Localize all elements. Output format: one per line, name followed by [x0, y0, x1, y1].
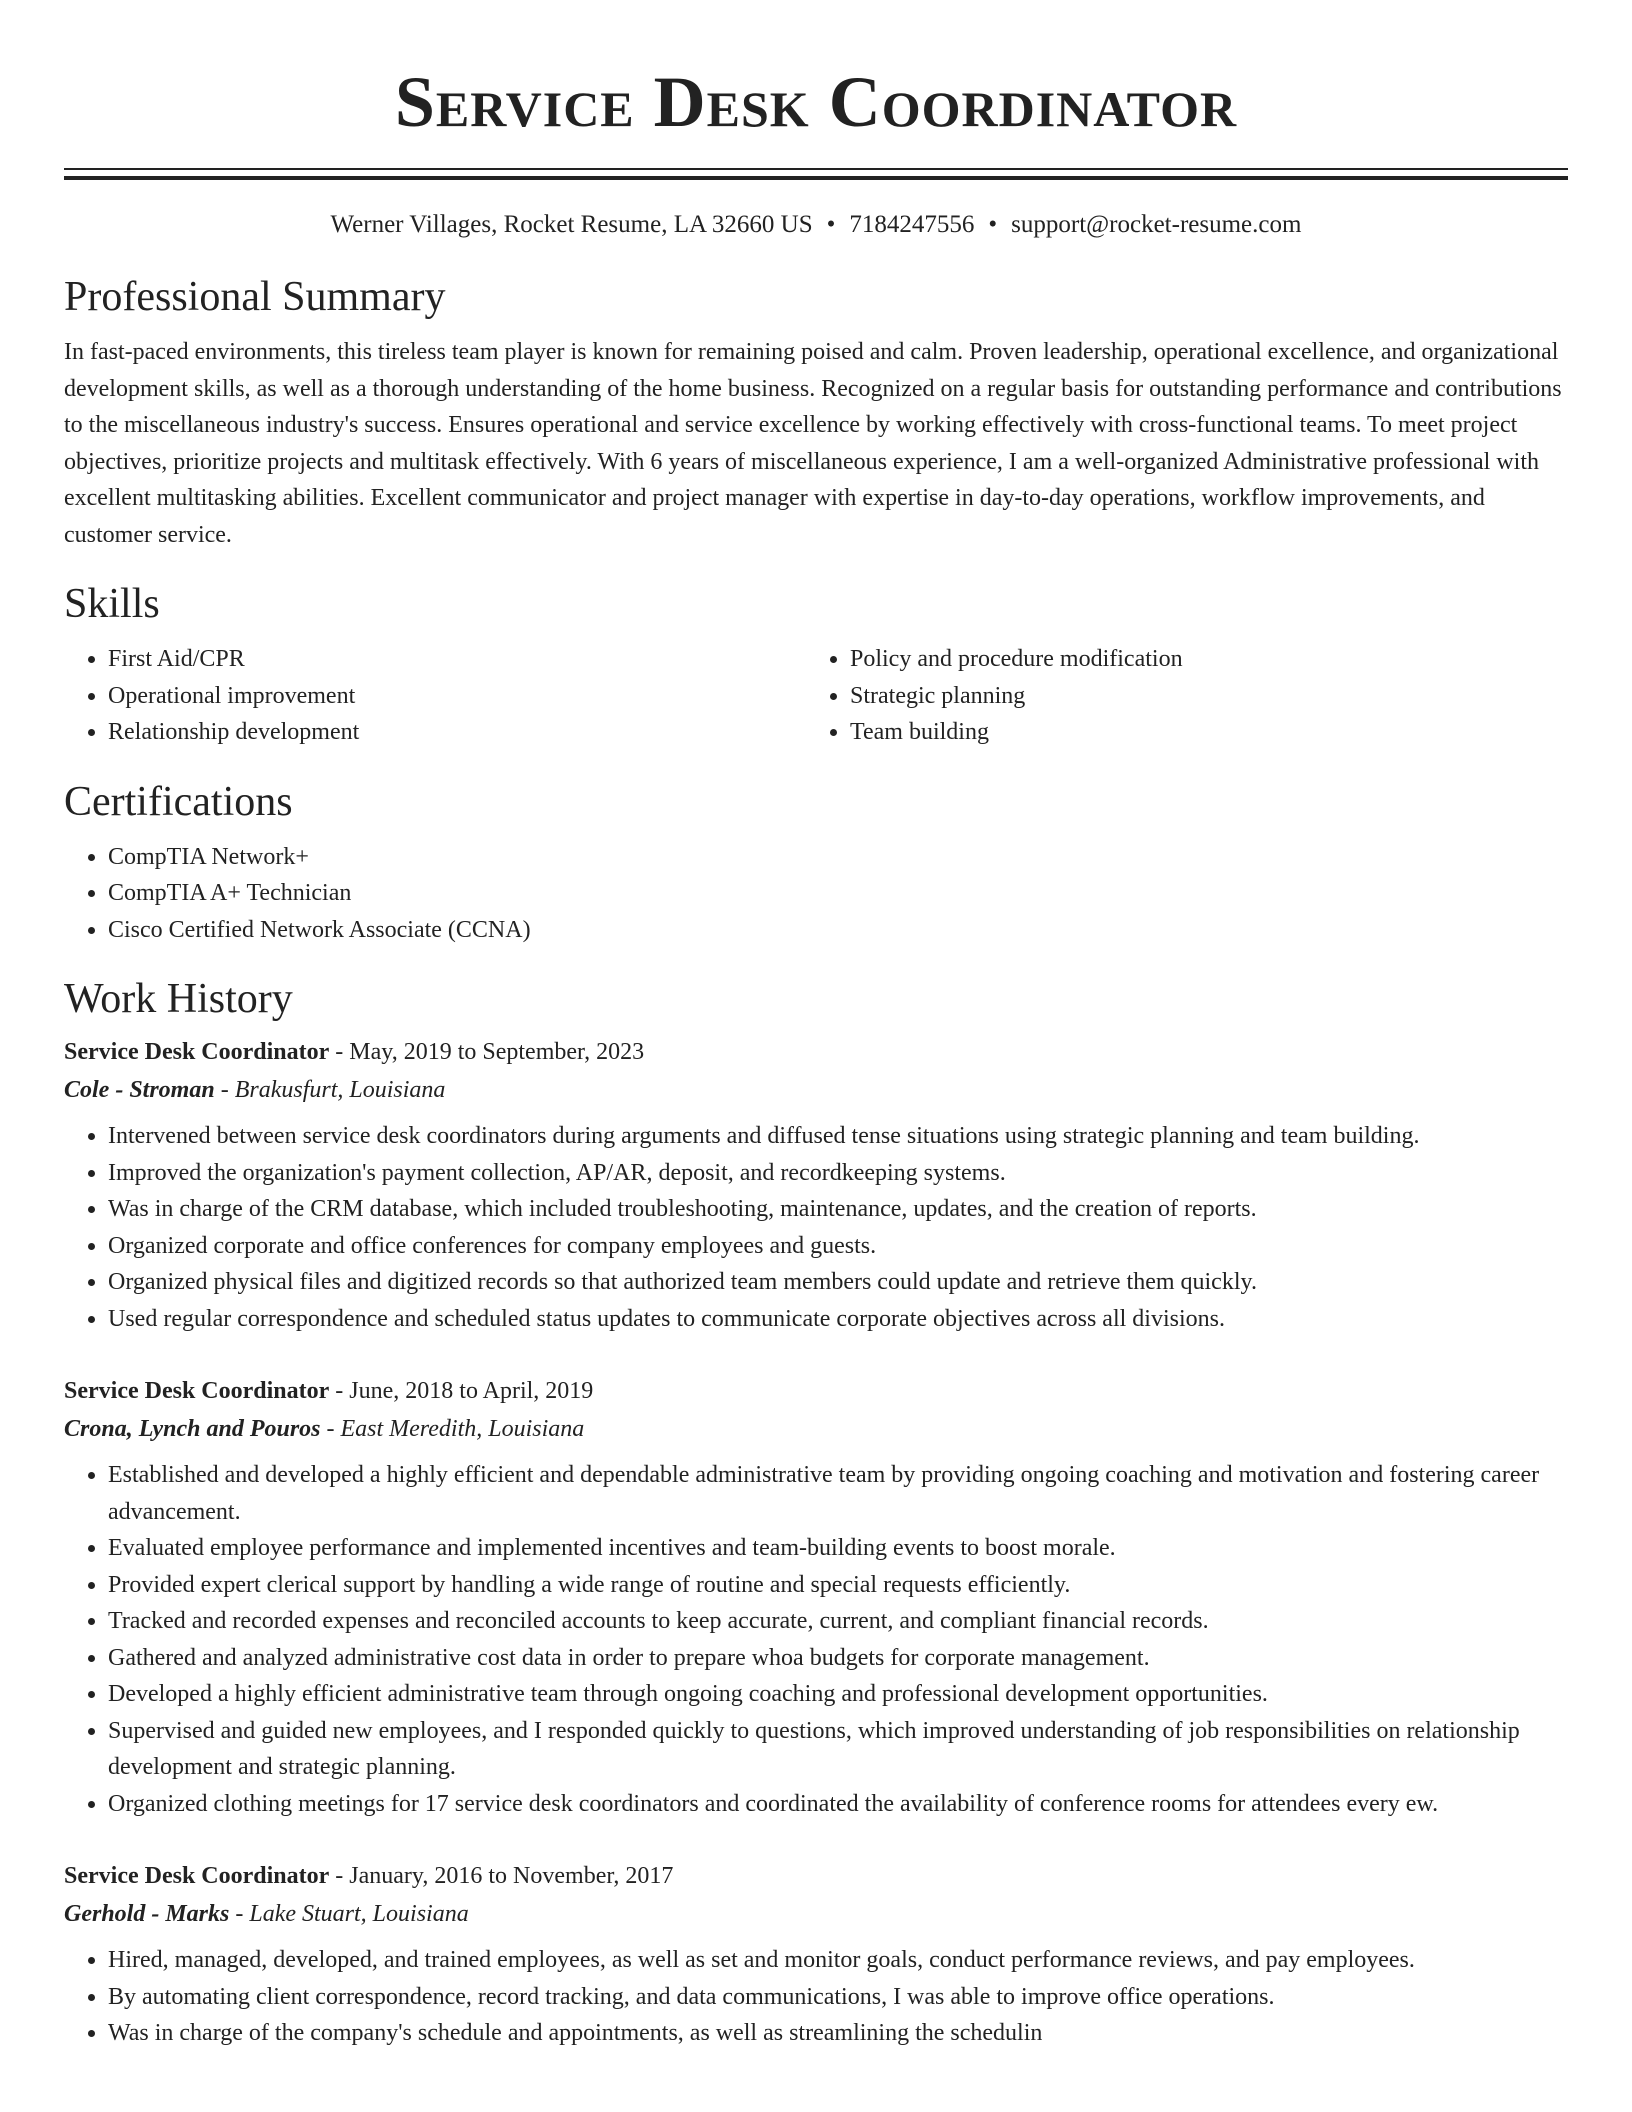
job-dates: - May, 2019 to September, 2023 — [329, 1039, 645, 1065]
job-bullet: • Used regular correspondence and scheduled status updates to communicate corporate objectives across all divisions. — [108, 1301, 1568, 1338]
resume-content — [64, 0, 1568, 2052]
job-bullet: • Organized physical files and digitized records so that authorized team members could update and retrieve them quickly. — [108, 1264, 1568, 1301]
job-dates: - January, 2016 to November, 2017 — [329, 1863, 674, 1889]
contact-phone[interactable]: 7184247556 — [849, 211, 975, 238]
job-bullets — [64, 1457, 1568, 1822]
job-company: Crona, Lynch and Pouros — [64, 1416, 321, 1442]
job-company-line — [64, 1409, 1568, 1449]
certifications-list — [64, 839, 1568, 949]
certifications-heading: Certifications — [64, 778, 293, 825]
job-company-line — [64, 1894, 1568, 1934]
summary-text: In fast-paced environments, this tireless team player is known for remaining poised and calm. Proven leadership, operational excellence, and organizational development skills, as well as a thorough understanding of the home business. Recognized on a regular basis for outstanding performance and contributions to the miscellaneous industry's success. Ensures operational and service excellence by working effectively with cross-functional teams. To meet project objectives, prioritize projects and multitask effectively. With 6 years of miscellaneous experience, I am a well-organized Administrative professional with excellent multitasking abilities. Excellent communicator and project manager with expertise in day-to-day operations, workflow improvements, and customer service. — [64, 339, 1562, 548]
job-title-line — [64, 1373, 1568, 1409]
job-company: Cole - Stroman — [64, 1077, 215, 1103]
skills-columns — [64, 641, 1568, 751]
job-title: Service Desk Coordinator — [64, 1863, 330, 1889]
job-bullet: • Established and developed a highly efficient and dependable administrative team by providing ongoing coaching and motivation and fostering career advancement. — [108, 1457, 1568, 1530]
certification-item: • CompTIA Network+ — [108, 839, 1568, 876]
job-bullet: • Gathered and analyzed administrative cost data in order to prepare whoa budgets for corporate management. — [108, 1640, 1568, 1677]
skill-item: • Operational improvement — [108, 678, 806, 715]
header-rule-thick — [64, 176, 1568, 180]
page-title: Service Desk Coordinator — [394, 62, 1238, 142]
job-bullet: • Developed a highly efficient administrative team through ongoing coaching and professional development opportunities. — [108, 1676, 1568, 1713]
job-bullet: • Hired, managed, developed, and trained employees, as well as set and monitor goals, conduct performance reviews, and pay employees. — [108, 1942, 1568, 1979]
job-bullet: • Was in charge of the company's schedule and appointments, as well as streamlining the schedulin — [108, 2015, 1568, 2052]
contact-address: Werner Villages, Rocket Resume, LA 32660 US — [330, 211, 813, 238]
contact-email[interactable]: support@rocket-resume.com — [1011, 211, 1302, 238]
contact-separator: • — [826, 211, 836, 238]
skill-item: • First Aid/CPR — [108, 641, 806, 678]
job-title: Service Desk Coordinator — [64, 1378, 330, 1404]
job-location: - Brakusfurt, Louisiana — [214, 1077, 446, 1103]
job-entry — [64, 1858, 1568, 2052]
skill-item: • Strategic planning — [850, 678, 1548, 715]
job-location: - Lake Stuart, Louisiana — [229, 1901, 469, 1927]
job-entry — [64, 1373, 1568, 1822]
header-rule-thin — [64, 168, 1568, 170]
skill-item: • Relationship development — [108, 714, 806, 751]
certification-item: • Cisco Certified Network Associate (CCNA) — [108, 912, 1568, 949]
job-company: Gerhold - Marks — [64, 1901, 230, 1927]
job-title-line — [64, 1034, 1568, 1070]
job-bullets — [64, 1942, 1568, 2052]
work-history-heading: Work History — [64, 976, 293, 1022]
job-bullet: • Organized corporate and office conferences for company employees and guests. — [108, 1228, 1568, 1265]
job-bullet: • Organized clothing meetings for 17 service desk coordinators and coordinated the availability of conference rooms for attendees every ew. — [108, 1786, 1568, 1823]
skill-item: • Team building — [850, 714, 1548, 751]
job-bullet: • By automating client correspondence, record tracking, and data communications, I was able to improve office operations. — [108, 1979, 1568, 2016]
job-bullet: • Intervened between service desk coordinators during arguments and diffused tense situations using strategic planning and team building. — [108, 1118, 1568, 1155]
certification-item: • CompTIA A+ Technician — [108, 875, 1568, 912]
job-title-line — [64, 1858, 1568, 1894]
job-entry — [64, 1034, 1568, 1337]
job-dates: - June, 2018 to April, 2019 — [329, 1378, 594, 1404]
job-bullet: • Provided expert clerical support by handling a wide range of routine and special requests efficiently. — [108, 1567, 1568, 1604]
contact-line — [64, 210, 1568, 240]
contact-separator: • — [988, 211, 998, 238]
skill-item: • Policy and procedure modification — [850, 641, 1548, 678]
skills-heading: Skills — [64, 581, 160, 627]
job-bullet: • Supervised and guided new employees, and I responded quickly to questions, which improved understanding of job responsibilities on relationship development and strategic planning. — [108, 1713, 1568, 1786]
skills-list-left — [64, 641, 806, 751]
job-bullet: • Was in charge of the CRM database, which included troubleshooting, maintenance, updates, and the creation of reports. — [108, 1191, 1568, 1228]
job-bullet: • Improved the organization's payment collection, AP/AR, deposit, and recordkeeping systems. — [108, 1155, 1568, 1192]
job-bullet: • Evaluated employee performance and implemented incentives and team-building events to boost morale. — [108, 1530, 1568, 1567]
skills-list-right — [806, 641, 1548, 751]
job-location: - East Meredith, Louisiana — [320, 1416, 585, 1442]
job-bullet: • Tracked and recorded expenses and reconciled accounts to keep accurate, current, and compliant financial records. — [108, 1603, 1568, 1640]
job-bullets — [64, 1118, 1568, 1337]
summary-heading: Professional Summary — [64, 274, 446, 320]
job-company-line — [64, 1070, 1568, 1110]
job-title: Service Desk Coordinator — [64, 1039, 330, 1065]
